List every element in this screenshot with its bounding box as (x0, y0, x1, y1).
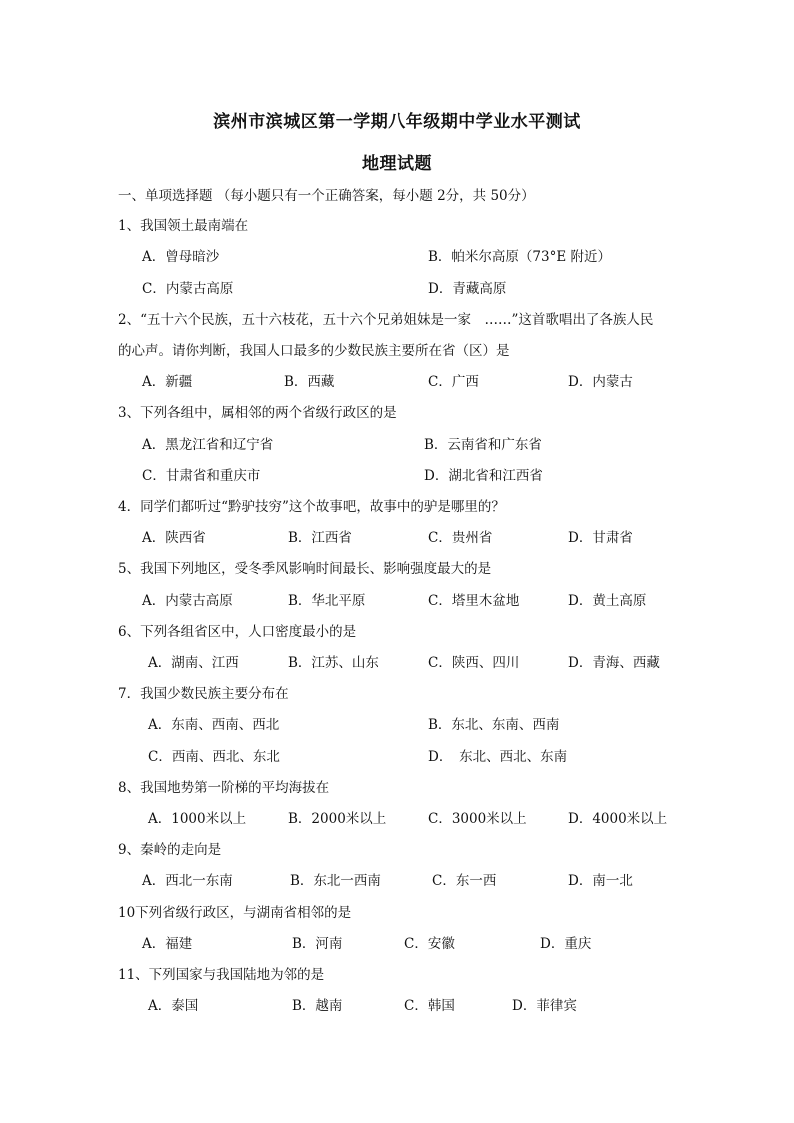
exam-title: 滨州市滨城区第一学期八年级期中学业水平测试 (213, 112, 581, 132)
question-4-stem: 4．同学们都听过“黔驴技穷”这个故事吧，故事中的驴是哪里的？ (118, 499, 505, 515)
question-2-option-c: C．广西 (428, 374, 479, 390)
question-4-option-b: B．江西省 (288, 530, 352, 546)
question-7-option-d: D． 东北、西北、东南 (428, 749, 568, 765)
section-heading: 一、单项选择题 （每小题只有一个正确答案，每小题 2分，共 50分） (118, 188, 535, 204)
question-8-stem: 8、我国地势第一阶梯的平均海拔在 (118, 780, 330, 796)
question-2-option-a: A．新疆 (142, 374, 193, 390)
question-6-option-d: D．青海、西藏 (568, 655, 660, 671)
question-6-stem: 6、下列各组省区中，人口密度最小的是 (118, 624, 357, 640)
question-9-option-b: B．东北一西南 (290, 873, 381, 889)
question-7-stem: 7．我国少数民族主要分布在 (118, 686, 289, 702)
question-4-option-c: C．贵州省 (428, 530, 493, 546)
question-4-option-a: A．陕西省 (142, 530, 206, 546)
question-9-option-d: D．南一北 (568, 873, 633, 889)
question-2-option-b: B．西藏 (284, 374, 335, 390)
question-8-option-b: B．2000米以上 (288, 811, 387, 827)
question-9-stem: 9、秦岭的走向是 (118, 842, 222, 858)
question-8-option-a: A．1000米以上 (148, 811, 247, 827)
question-10-stem: 10下列省级行政区，与湖南省相邻的是 (118, 905, 352, 921)
question-3-option-a: A．黑龙江省和辽宁省 (142, 437, 274, 453)
question-3-option-c: C．甘肃省和重庆市 (142, 468, 261, 484)
question-3-option-d: D．湖北省和江西省 (424, 468, 543, 484)
question-5-option-c: C．塔里木盆地 (428, 593, 520, 609)
question-1-option-a: A．曾母暗沙 (142, 249, 220, 265)
question-6-option-c: C．陕西、四川 (428, 655, 520, 671)
question-5-option-d: D．黄土高原 (568, 593, 647, 609)
question-10-option-d: D．重庆 (540, 936, 592, 952)
question-2-stem-cont: 的心声。请你判断，我国人口最多的少数民族主要所在省（区）是 (118, 343, 510, 359)
question-1-stem: 1、我国领土最南端在 (118, 218, 249, 234)
question-11-option-b: B．越南 (292, 998, 343, 1014)
exam-subtitle: 地理试题 (362, 154, 432, 174)
question-1-option-b: B．帕米尔高原（73°E 附近） (428, 249, 611, 265)
question-3-stem: 3、下列各组中，属相邻的两个省级行政区的是 (118, 405, 397, 421)
question-7-option-c: C．西南、西北、东北 (148, 749, 280, 765)
question-2-option-d: D．内蒙古 (568, 374, 633, 390)
question-7-option-b: B．东北、东南、西南 (428, 717, 560, 733)
question-10-option-a: A．福建 (142, 936, 193, 952)
question-8-option-d: D．4000米以上 (568, 811, 668, 827)
question-11-option-d: D．菲律宾 (512, 998, 577, 1014)
question-6-option-a: A．湖南、江西 (148, 655, 239, 671)
question-10-option-b: B．河南 (292, 936, 343, 952)
question-11-stem: 11、下列国家与我国陆地为邻的是 (118, 967, 325, 983)
question-11-option-a: A．泰国 (148, 998, 199, 1014)
question-5-stem: 5、我国下列地区，受冬季风影响时间最长、影响强度最大的是 (118, 561, 492, 577)
question-1-option-d: D．青藏高原 (428, 281, 507, 297)
question-10-option-c: C．安徽 (404, 936, 455, 952)
question-5-option-a: A．内蒙古高原 (142, 593, 233, 609)
question-2-stem: 2、“五十六个民族，五十六枝花，五十六个兄弟姐妹是一家 ……”这首歌唱出了各族人民 (118, 312, 654, 328)
question-9-option-a: A．西北一东南 (142, 873, 233, 889)
question-7-option-a: A．东南、西南、西北 (148, 717, 280, 733)
question-3-option-b: B．云南省和广东省 (424, 437, 542, 453)
question-6-option-b: B．江苏、山东 (288, 655, 379, 671)
question-11-option-c: C．韩国 (404, 998, 455, 1014)
question-9-option-c: C．东一西 (432, 873, 497, 889)
question-4-option-d: D．甘肃省 (568, 530, 633, 546)
question-8-option-c: C．3000米以上 (428, 811, 527, 827)
question-5-option-b: B．华北平原 (288, 593, 366, 609)
question-1-option-c: C．内蒙古高原 (142, 281, 234, 297)
